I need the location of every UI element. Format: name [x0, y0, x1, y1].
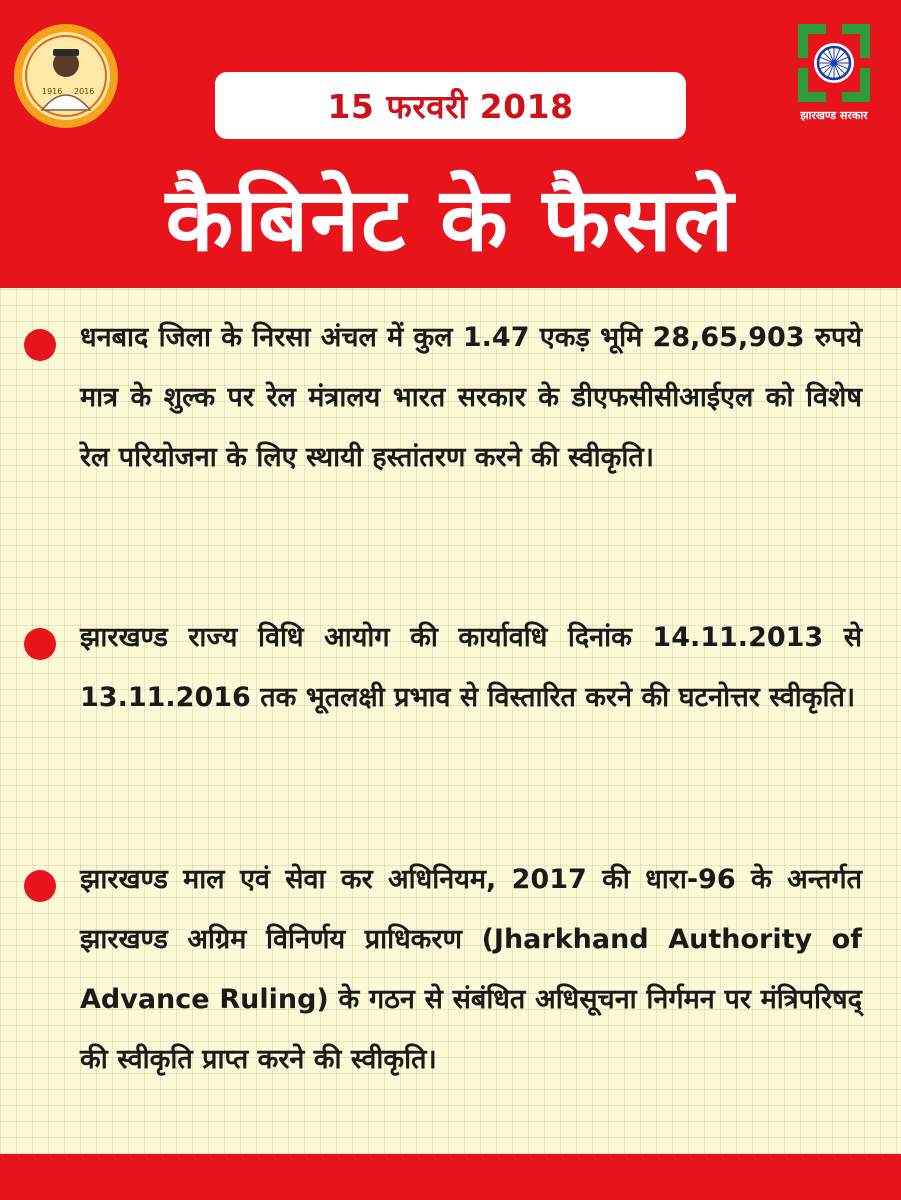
footer-bar	[0, 1154, 901, 1200]
date-label: 15 फरवरी 2018	[327, 87, 574, 126]
page-title: कैबिनेट के फैसले	[165, 168, 736, 271]
government-label: झारखण्ड सरकार	[800, 109, 868, 122]
bullet-icon	[24, 628, 56, 660]
decision-item: झारखण्ड राज्य विधि आयोग की कार्यावधि दिनांक 14.11.2013 से 13.11.2016 तक भूतलक्षी प्रभाव से विस्तारित करने की घटनोत्तर स्वीकृति।	[80, 622, 862, 713]
bullet-icon	[24, 329, 56, 361]
jharkhand-government-logo	[786, 18, 882, 128]
decisions-panel	[0, 288, 901, 1154]
anniversary-emblem-icon	[12, 22, 120, 130]
jharkhand-government-emblem-icon	[786, 18, 882, 108]
date-box	[215, 72, 686, 139]
decision-item: झारखण्ड माल एवं सेवा कर अधिनियम, 2017 की धारा-96 के अन्तर्गत झारखण्ड अग्रिम विनिर्णय प्राधिकरण (Jharkhand Authority of Advance Ruling) के गठन से संबंधित अधिसूचना निर्गमन पर मंत्रिपरिषद् की स्वीकृति प्राप्त करने की स्वीकृति।	[80, 864, 862, 1075]
header-banner	[0, 0, 901, 288]
decision-item: धनबाद जिला के निरसा अंचल में कुल 1.47 एकड़ भूमि 28,65,903 रुपये मात्र के शुल्क पर रेल मंत्रालय भारत सरकार के डीएफसीसीआईएल को विशेष रेल परियोजना के लिए स्थायी हस्तांतरण करने की स्वीकृति।	[80, 322, 862, 473]
svg-text:1916: 1916	[42, 87, 63, 96]
bullet-icon	[24, 870, 56, 902]
svg-text:2016: 2016	[74, 87, 95, 96]
